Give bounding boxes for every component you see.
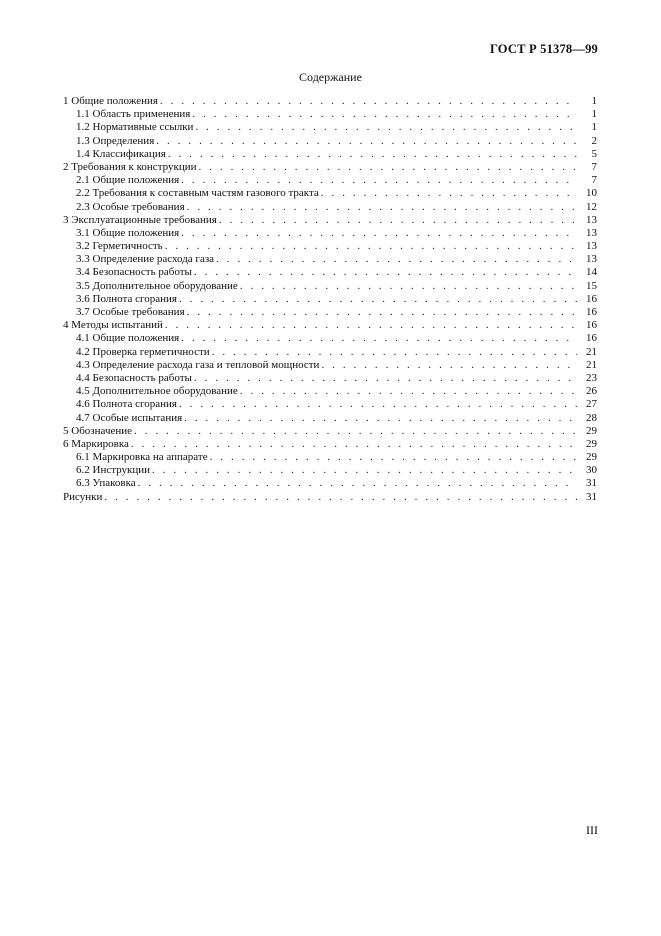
toc-entry [63, 491, 597, 504]
toc-entry-label: 2 Требования к конструкции [63, 160, 197, 173]
toc-entry-page: 13 [586, 240, 597, 253]
toc-entry-page: 7 [591, 174, 597, 187]
toc-entry-page: 21 [586, 345, 597, 358]
toc-dot-leader [160, 95, 577, 108]
toc-entry [63, 372, 597, 385]
toc-entry-page: 1 [591, 121, 597, 134]
toc-dot-leader [212, 346, 577, 359]
toc-dot-leader [187, 306, 577, 319]
toc-entry [63, 240, 597, 253]
toc-entry [63, 385, 597, 398]
toc-entry-page: 16 [586, 306, 597, 318]
toc-dot-leader [187, 201, 577, 214]
toc-entry-label: 4.1 Общие положения [76, 332, 180, 345]
toc-entry [63, 306, 597, 319]
toc-entry-label: 6.2 Инструкции [76, 464, 151, 477]
toc-entry [63, 398, 597, 411]
toc-dot-leader [210, 451, 577, 464]
toc-entry [63, 187, 597, 200]
toc-entry-page: 1 [591, 108, 597, 121]
toc-dot-leader [181, 227, 577, 240]
toc-dot-leader [321, 187, 577, 200]
toc-entry [63, 266, 597, 279]
toc-entry-label: Рисунки [63, 490, 103, 503]
toc-entry-label: 3.7 Особые требования [76, 306, 185, 318]
toc-dot-leader [181, 332, 577, 345]
toc-entry-page: 28 [586, 411, 597, 424]
toc-dot-leader [165, 319, 577, 332]
toc-entry-page: 5 [591, 147, 597, 160]
toc-dot-leader [179, 398, 577, 411]
toc-entry-label: 1.4 Классификация [76, 147, 166, 160]
toc-entry-page: 13 [586, 253, 597, 266]
toc-entry-label: 3.1 Общие положения [76, 226, 180, 239]
toc-entry-page: 29 [586, 451, 597, 464]
toc-entry [63, 95, 597, 108]
toc-entry-page: 15 [586, 279, 597, 292]
toc-dot-leader [138, 477, 577, 490]
toc-entry [63, 253, 597, 266]
toc-entry [63, 201, 597, 214]
toc-entry-label: 3.4 Безопасность работы [76, 266, 192, 279]
toc-entry-label: 4.7 Особые испытания [76, 411, 183, 424]
toc-entry-label: 2.1 Общие положения [76, 174, 180, 187]
toc-dot-leader [152, 464, 577, 477]
toc-entry-page: 31 [586, 477, 597, 490]
toc-entry-label: 2.2 Требования к составным частям газового тракта [76, 187, 319, 200]
toc-dot-leader [168, 148, 577, 161]
toc-entry [63, 280, 597, 293]
toc-entry-label: 3.2 Герметичность [76, 240, 163, 253]
toc-dot-leader [104, 491, 577, 504]
toc-entry [63, 108, 597, 121]
toc-dot-leader [195, 121, 577, 134]
toc-entry-page: 12 [586, 200, 597, 213]
toc-dot-leader [181, 174, 577, 187]
toc-entry [63, 464, 597, 477]
toc-entry [63, 477, 597, 490]
toc-entry-page: 16 [586, 292, 597, 305]
toc-entry-label: 6.3 Упаковка [76, 477, 136, 490]
toc-entry-page: 23 [586, 371, 597, 384]
toc-entry [63, 135, 597, 148]
toc-entry-label: 1.3 Определения [76, 134, 155, 147]
toc-entry-page: 1 [591, 95, 597, 107]
toc-entry-label: 4.6 Полнота сгорания [76, 398, 177, 411]
toc-entry [63, 412, 597, 425]
toc-dot-leader [219, 214, 577, 227]
toc-entry-label: 4.5 Дополнительное оборудование [76, 385, 238, 398]
toc-dot-leader [131, 438, 577, 451]
toc-entry [63, 293, 597, 306]
table-of-contents [63, 95, 597, 504]
toc-dot-leader [216, 253, 577, 266]
toc-dot-leader [134, 425, 577, 438]
toc-entry-label: 4.2 Проверка герметичности [76, 345, 210, 358]
toc-dot-leader [192, 108, 577, 121]
toc-entry-label: 4.4 Безопасность работы [76, 371, 192, 384]
toc-entry-page: 29 [586, 424, 597, 437]
toc-dot-leader [240, 280, 577, 293]
toc-dot-leader [156, 135, 577, 148]
toc-entry-page: 16 [586, 332, 597, 345]
toc-entry-page: 29 [586, 437, 597, 450]
toc-entry [63, 451, 597, 464]
toc-entry [63, 121, 597, 134]
toc-entry-page: 2 [591, 134, 597, 147]
toc-entry-label: 1.1 Область применения [76, 108, 191, 121]
toc-dot-leader [199, 161, 578, 174]
toc-entry [63, 346, 597, 359]
document-code: ГОСТ Р 51378—99 [489, 42, 598, 56]
toc-entry [63, 332, 597, 345]
toc-entry [63, 161, 597, 174]
toc-entry-label: 1 Общие положения [63, 95, 158, 107]
toc-entry-page: 14 [586, 266, 597, 279]
toc-dot-leader [194, 372, 577, 385]
page-number: III [586, 823, 598, 837]
toc-entry [63, 148, 597, 161]
toc-entry [63, 214, 597, 227]
toc-entry-page: 13 [586, 226, 597, 239]
toc-entry [63, 174, 597, 187]
toc-entry-label: 5 Обозначение [63, 424, 133, 437]
toc-dot-leader [321, 359, 577, 372]
toc-entry-label: 3.6 Полнота сгорания [76, 292, 177, 305]
toc-entry-label: 3 Эксплуатационные требования [63, 213, 217, 226]
toc-entry [63, 438, 597, 451]
toc-dot-leader [194, 266, 577, 279]
toc-entry [63, 319, 597, 332]
toc-entry [63, 425, 597, 438]
toc-entry-label: 4 Методы испытаний [63, 319, 163, 332]
toc-entry-page: 16 [586, 319, 597, 332]
toc-entry-page: 7 [591, 160, 597, 173]
toc-entry-page: 31 [586, 490, 597, 503]
toc-entry-page: 21 [586, 358, 597, 371]
toc-entry-page: 10 [586, 187, 597, 200]
toc-entry-label: 6 Маркировка [63, 437, 129, 450]
toc-entry-label: 2.3 Особые требования [76, 200, 185, 213]
toc-entry-page: 27 [586, 398, 597, 411]
toc-entry-page: 26 [586, 385, 597, 398]
toc-title: Содержание [299, 70, 362, 84]
toc-entry-page: 13 [586, 213, 597, 226]
toc-entry-label: 4.3 Определение расхода газа и тепловой мощности [76, 358, 320, 371]
toc-dot-leader [240, 385, 577, 398]
toc-dot-leader [165, 240, 577, 253]
toc-entry-label: 6.1 Маркировка на аппарате [76, 451, 208, 464]
toc-entry-label: 3.3 Определение расхода газа [76, 253, 215, 266]
toc-entry [63, 227, 597, 240]
toc-entry-label: 1.2 Нормативные ссылки [76, 121, 194, 134]
toc-dot-leader [184, 412, 577, 425]
toc-entry [63, 359, 597, 372]
toc-dot-leader [179, 293, 577, 306]
toc-entry-page: 30 [586, 464, 597, 477]
toc-entry-label: 3.5 Дополнительное оборудование [76, 279, 238, 292]
